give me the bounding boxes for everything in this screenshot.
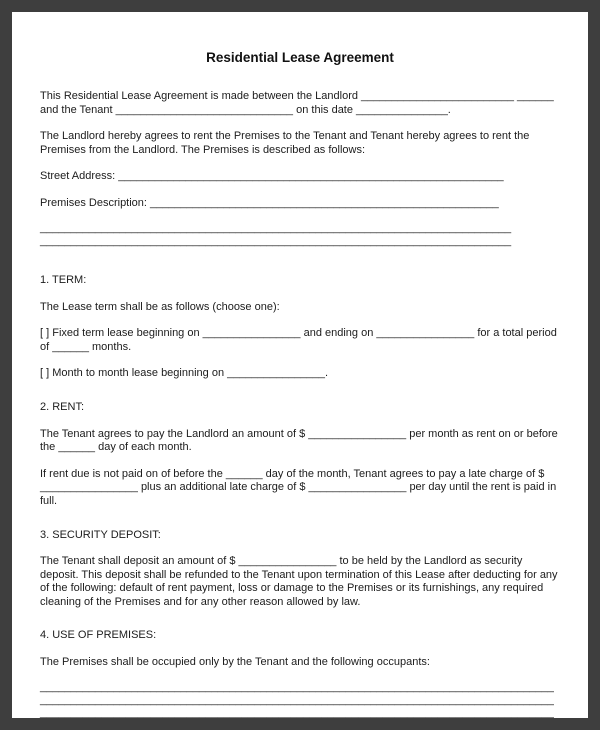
street-address-line: Street Address: _______________________________________________________________ [40, 170, 504, 183]
intro-paragraph: This Residential Lease Agreement is made between the Landlord _________________________ ______ and the Tenant _____________________________ on this date _______________. [40, 90, 554, 116]
premises-intro-paragraph: The Landlord hereby agrees to rent the Premises to the Tenant and Tenant hereby agrees to rent the Premises from the Landlord. The Premises is described as follows: [40, 130, 530, 156]
rent-paragraph-2: If rent due is not paid on of before the ______ day of the month, Tenant agrees to pay a late charge of $ ________________ plus an additional late charge of $ ________________ per day until the rent is paid in full. [40, 467, 557, 507]
term-monthly-option: [ ] Month to month lease beginning on ________________. [40, 367, 329, 380]
description-blank-line-1: _____________________________________________________________________________ [40, 221, 512, 234]
occupants-blank-line-2: ____________________________________________________________________________________ [40, 693, 554, 706]
term-fixed-option: [ ] Fixed term lease beginning on ________________ and ending on ________________ for a total period of ______ months. [40, 327, 557, 353]
document-title: Residential Lease Agreement [206, 50, 394, 65]
section-deposit-heading: 3. SECURITY DEPOSIT: [40, 528, 161, 541]
section-term-heading: 1. TERM: [40, 273, 87, 286]
document-page [12, 12, 588, 718]
use-paragraph: The Premises shall be occupied only by the Tenant and the following occupants: [40, 656, 430, 669]
rent-paragraph-1: The Tenant agrees to pay the Landlord an amount of $ ________________ per month as rent on or before the ______ day of each month. [40, 427, 558, 454]
occupants-blank-line-3: ____________________________________________________________________________________ [40, 707, 554, 718]
premises-description-line: Premises Description: _________________________________________________________ [40, 196, 499, 209]
occupants-blank-line-1: ____________________________________________________________________________________ [40, 680, 554, 693]
section-use-heading: 4. USE OF PREMISES: [40, 629, 157, 642]
description-blank-line-2: _____________________________________________________________________________ [40, 234, 512, 247]
section-rent-heading: 2. RENT: [40, 400, 85, 413]
term-intro: The Lease term shall be as follows (choose one): [40, 300, 280, 313]
deposit-paragraph: The Tenant shall deposit an amount of $ ________________ to be held by the Landlord as security deposit. This deposit shall be refunded to the Tenant upon termination of this Lease after deducting for any of the following: default of rent payment, loss or damage to the Premises or its furnishings, any required cleaning of the Premises and for any other reason allowed by law. [40, 555, 558, 608]
